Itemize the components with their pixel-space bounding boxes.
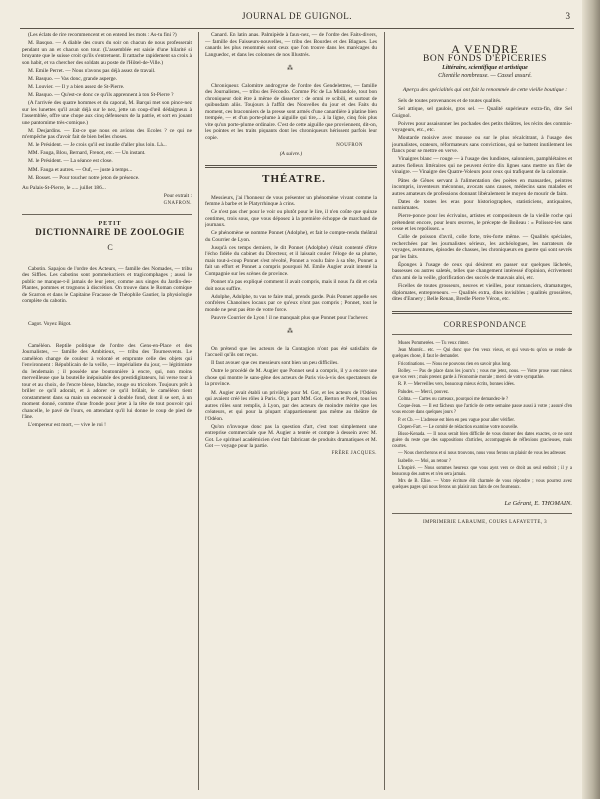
correspondence-item: Colma. — Cartes ou carteaux, pourquoi me demandez-le ? bbox=[398, 396, 509, 402]
section-rule bbox=[392, 334, 572, 335]
correspondence-list bbox=[392, 341, 572, 491]
journal-title: JOURNAL DE GUIGNOL. bbox=[242, 11, 352, 21]
theatre-paragraph: Messieurs, j'ai l'honneur de vous présenter un phénomène vivant comme la femme à barbe et le Platyrrhinque à crins. bbox=[205, 194, 377, 208]
section-rule bbox=[392, 513, 572, 514]
spacer bbox=[22, 329, 192, 343]
dictionary-entry: Canard. En latin anas. Palmipède à faux-nez, — de l'ordre des Faits-divers, — famille des Faisseurs-nouvelles, — tribu des Bourdes et des Blagues. Les canards les plus renommés sont ceux que l'on trouve dans les marécages du Languedoc, et dans les colonnes de nos Illustrés. bbox=[205, 32, 377, 58]
correspondence-item: R. P. — Merveilles vers, beaucoup mieux écrits, bonnes idées. bbox=[398, 382, 515, 388]
column-rule-2 bbox=[384, 32, 385, 790]
dictionary-entry: Cabotin. Sapajou de l'ordre des Acteurs, — famille des Nomades, — tribu des Siffles. Les cabotins sont pommeluctiers et tragicomphages ; aussi le public ne manque-t-il jamais de leur jeter, comme aux singes du Jardin-des-Plantes, pommes et trognons à discrétion. On trouve dans le Roman comique de Scarron et dans le Capitaine Fracasse de Théophile Gautier, la physiologie complète du cabotin. bbox=[22, 265, 192, 305]
column-middle bbox=[205, 32, 377, 790]
correspondence-item: Clopen-Fart. — Le comité de rédaction examine votre nouvelle. bbox=[398, 424, 519, 430]
dialogue-paragraph: M. Bosset. — Pour toucher notre jeton de présence. bbox=[28, 174, 140, 181]
correspondence-item: P. et Cb. — L'adresse est bien en peu vague pour aller vérifier. bbox=[398, 417, 515, 423]
signature-frere-jacques: FRÈRE JACQUES. bbox=[331, 451, 377, 457]
advert-item: Ficelles de toutes grosseurs, neuves et vieilles, pour romanciers, dramaturges, diplomates, entrepreneurs. — Qualités extra, dites invisibles ; qualités grossières, dites d'Ennery ; Belle Renan, Bredle Pierre Véron, etc. bbox=[392, 283, 572, 303]
dialogue-paragraph: M. Desjardins. — Est-ce que nous en avions des Ecoles ? ce qui ne m'empêche pas d'avoir fait de bien belles choses. bbox=[22, 127, 192, 141]
dialogue-paragraph: MM. Fauga et autres. — Ouf, — juste à temps... bbox=[28, 166, 133, 173]
theatre-paragraph: Ce phénomène se nomme Ponnet (Adolphe), et fait le compte-rendu théâtral du Courrier de Lyon. bbox=[205, 230, 377, 243]
advert-item: Poivres pour assaisonner les pochades des petits théâtres, les récits des commis-voyageurs, etc., etc. bbox=[392, 120, 572, 134]
correspondence-item: Muses Pommerées. — Tu veux rimer. bbox=[398, 341, 469, 347]
advert-intro: Aperçu des spécialités qui ont fait la renommée de cette vieille boutique : bbox=[402, 86, 568, 93]
correspondence-item: Bisso-Kenada. — Il nous serait bien difficile de vous donner des dates exactes, ce ne sont guère du reste que des suppositions d'articles, accompagnés de réflexions gracieuses, mais courtes. bbox=[392, 432, 572, 449]
gerant-signature: Le Gérant, E. THOMAIN. bbox=[504, 499, 572, 507]
advert-item: Pierre-ponce pour les écrivains, artistes et compositeurs de la vieille roche qui prétendent encore, pour leurs œuvres, le précepte de Boileau : « Polissez-les sans cesse et les repolissez. » bbox=[392, 213, 572, 233]
dialogue-paragraph: (Les éclats de rire recommencent et on entend les mots : As-tu fini ?) bbox=[28, 32, 177, 38]
asterism-ornament: ⁂ bbox=[287, 329, 295, 336]
advert-item: Sel attique, sel gaulois, gros sel. — Qualité supérieure extra-fin, dite Sel Guignol. bbox=[392, 106, 572, 119]
column-rule-1 bbox=[198, 32, 199, 790]
dialogue-paragraph: M. Emile Perret. — Nous n'avons pas déjà assez de travail. bbox=[28, 67, 156, 74]
correspondence-item: Paludes. — Merci, pouvez. bbox=[398, 389, 450, 395]
signature-gnafron: GNAFRON. bbox=[163, 201, 192, 207]
theatre-paragraph: Jusqu'à ces temps derniers, le dit Ponnet (Adolphe) s'était contenté d'être l'écho fidèle du cabinet du Directeur, et il laissait couler l'éloge de sa plume, mais tout-à-coup Ponnet s'est révolté, Ponnet a voulu faire à sa tête, Ponnet a fait un effort et Ponnet a compris pourquoi M. Emile Augier avait intenté la Compagnie sur les scènes de province. bbox=[205, 244, 377, 277]
advert-item: Dates de toutes les eras pour historiographes, statisticiens, antiquaires, numismates. bbox=[392, 198, 572, 212]
section-rule bbox=[392, 311, 572, 314]
advert-subheading: BON FONDS D'ÉPICERIES bbox=[422, 53, 548, 64]
advert-item: Éponges à l'usage de ceux qui désirent en passer sur quelques lâchetés, bassesses ou autres saletés, telles que changement intéressé d'opinion, écrivement d'un ami de la veille, glorification des succès de mauvais aloi, etc. bbox=[392, 261, 572, 281]
theatre-paragraph: Ponnet n'a pas expliqué comment il avait compris, mais il nous l'a dit et cela doit nous suffire. bbox=[205, 279, 377, 292]
advert-item: Colle de poisson d'avril, colle forte, très-forte même. — Qualités spéciales, recherchées par les journalistes sérieux, les archéologues, les narrateurs de voyages, aventures, épisodes de chasses, les chroniqueurs en guerre qui sont sevrés par les faits. bbox=[392, 234, 572, 260]
theatre-paragraph: Outre le procédé de M. Augier que Ponnet seul a compris, il y a encore une chose qui montre le sans-gêne des acteurs de Paris vis-à-vis des spectateurs de la province. bbox=[205, 368, 377, 388]
section-rule bbox=[205, 165, 377, 168]
correspondence-item: Fricotinations. — Nous ne pouvons rien en savoir plus long. bbox=[398, 361, 512, 367]
to-be-continued: (A suivre.) bbox=[279, 150, 303, 157]
correspondence-heading: CORRESPONDANCE bbox=[443, 319, 527, 329]
theatre-paragraph: Il faut avouer que ces messieurs sont bien un peu difficiles. bbox=[211, 360, 339, 367]
correspondence-item: Isabelle. — Moi, au retour ? bbox=[398, 458, 451, 464]
page-number: 3 bbox=[565, 11, 570, 21]
advert-item: Sels de toutes provenances et de toutes qualités. bbox=[398, 98, 502, 105]
theatre-paragraph: Ce n'est pas cher pour le voir ou plutôt pour le lire, il n'en coûte que quinze centimes, trois sous, que vous déposez à la première échoppe de marchand de journaux. bbox=[205, 209, 377, 229]
dialogue-paragraph: (A l'arrivée des quatre hommes et du caporal, M. Barqui met son pince-nez sur les lunettes qu'il avait déjà sur le nez, jette un coup-d'œil dédaigneux à l'assemblée, offre une chope aux cinq défenseurs de la patrie, et sort en jouant une pantomime très-comique.) bbox=[22, 100, 192, 126]
asterism-ornament: ⁂ bbox=[287, 66, 295, 72]
correspondence-item: L'Inspiré. — Nous sommes heureux que vous ayez vers ce droit au seul endroit ; il y a beaucoup des autres et n'en sera jamais. bbox=[392, 466, 572, 477]
advert-clientele: Clientèle nombreuse. — Cassel assuré. bbox=[438, 73, 532, 80]
section-kicker: PETIT bbox=[98, 220, 122, 227]
dialogue-paragraph: M. le Président. — La séance est close. bbox=[28, 158, 113, 165]
correspondence-item: Mrs de B. Elise. — Votre écriture élit charmée de vous répondre ; vous pourrez avez quelques pages qui nous ferons un plaisir aux faits de ces fourneaux. bbox=[392, 479, 572, 491]
spacer bbox=[22, 307, 192, 321]
theatre-paragraph: Pauvre Courrier de Lyon ! il ne manquait plus que Ponnet pour l'achever. bbox=[211, 314, 369, 321]
dialogue-paragraph: MM. Fauga, Blou, Bernard, Frenot, etc. — Un instant. bbox=[28, 150, 146, 157]
copy-note: Pour extrait : bbox=[163, 193, 192, 200]
advert-tagline: Littéraire, scientifique et artistique bbox=[442, 65, 528, 71]
correspondence-item: Coque-Jean. — Il est fâcheux que l'article de cette semaine passe aussi à votre ; assuré d'en vous encore dans quelques jours ? bbox=[392, 404, 572, 416]
dictionary-entry: L'empereur est mort, — vive le roi ! bbox=[28, 422, 106, 429]
theatre-paragraph: Adolphe, Adolphe, tu vas te faire mal, prends garde. Puis Ponnet appelle ses confrères Chanoines locaux par ce qu'eux n'ont pas compris ; Ponnet, tout le monde ne peut pas être de votre force. bbox=[205, 293, 377, 313]
dictionary-entry: Chroniqueur. Calomitre androgyne de l'ordre des Gendelettres, — famille des Journalistes, — tribu des Fécondo. Comme Pic de La Mirandole, tout bon chroniqueur doit être à même de disserter : de omni re scibili, et surtout de quibusdam aliis. Toujours à l'affût des Nouvelles du jour et des Faits du moment, ces braconniers de la presse sont armés d'une canardière à platine bien trempée, — et d'un porte-plume à aiguille qui tire,... à la ligne, cinq fois plus vite qu'un porte-plume ordinaire. C'est de cette aiguille que proviennent, dit-on, les pointes et les traits piquants dont les chroniqueurs hérissent parfois leur copie. bbox=[205, 82, 377, 141]
correspondence-item: Bolley. — Pas de place dans les journ'x ; vous me jetez, nous. — Votre prose vaut mieux que vos vers ; mais prenez garde à l'économie morale ; merci de votre sympathie. bbox=[392, 369, 572, 380]
dictionary-letter: C bbox=[107, 243, 113, 253]
advert-item: Vinaigres blanc — rouge — à l'usage des lundistes, salonniers, pamphlétaires et autres fielleux littéraires qui ne peuvent écrire dix lignes sans mettre un filet de vinaigre. — Vinaigre des Quatre-Voleurs pour ceux qui trafiquent de la calomnie. bbox=[392, 156, 572, 176]
dictionary-title: DICTIONNAIRE DE ZOOLOGIE bbox=[35, 226, 185, 237]
theatre-paragraph: Qu'on n'invoque donc pas la question d'art, c'est tout simplement une entreprise commerciale que M. Augier a tentée et compte à dessein avec M. Got. Le spirituel académicien s'est fait fabricant de produits dramatiques et M. Got — voyage pour la partie. bbox=[205, 423, 377, 450]
dialogue-paragraph: M. Basquo. — A diable des cours du soir on chacun de nous professerait pendant un an et chacun son tour. (L'assemblée est saisie d'une hilarité si bruyante que le suisse croit qu'ils s'entretuent. Il rattache rapidement sa croix à son habit, et va chercher des soldats au poste de l'Hôtel-de-Ville.) bbox=[22, 40, 192, 66]
theatre-paragraph: On prétend que les acteurs de la Contagion n'ont pas été satisfaits de l'accueil qu'ils ont reçus. bbox=[205, 345, 377, 359]
page-header bbox=[20, 4, 574, 29]
dialogue-paragraph: M. Basquo. — Vas donc, grande asperge. bbox=[28, 75, 118, 82]
advert-item: Moutarde moisive avec mousse ou sur le plus récalcitrant, à l'usage des journalistes, orateurs, réformateurs sans convictions, qui se battent inutilement les flancs pour se mettre en verve. bbox=[392, 135, 572, 155]
theatre-heading: THÉATRE. bbox=[262, 173, 326, 186]
dateline: Au Palais-St-Pierre, le ..... juillet 186... bbox=[22, 185, 106, 192]
correspondence-item: — Nous chercherons et si nous trouvons, nous vous ferons un plaisir de vous les adresser. bbox=[398, 451, 567, 457]
theatre-paragraph: M. Augier avait établi un privilège pour M. Got, et les acteurs de l'Odéon qui avaient créé les rôles à Paris. Or, à part MM. Got, Berton et Porel, tous les autres rôles sont remplis, à Lyon, par des acteurs de moindre mérite que les créateurs, et qui pour la plupart n'appartiennent pas même au théâtre de l'Odéon. bbox=[205, 389, 377, 422]
advert-heading: A VENDRE bbox=[451, 42, 519, 56]
column-right bbox=[392, 32, 572, 790]
advert-item: Pâtes de Gênes servant à l'alimentation des poètes en mansardes, peintres incompris, inventeurs méconnus, avocats sans causes, médecins sans malades et autres amateurs de professions donnant libéralement le moyen de mourir de faim. bbox=[392, 177, 572, 197]
dictionary-entry: Caméléon. Reptile politique de l'ordre des Gens-en-Place et des Journalistes, — famille des Ambitieux, — tribu des Tournesvents. Le caméléon change de couleur à volonté et emprunte celle des objets qui l'environnent : Républicain de la veille, — impérialiste du jour, — légitimiste du lendemain ; il possède une boutonnière à encre, qui, non moins merveilleuse que la bouteille inépuisable des prestidigitateurs, lui verse tour à tour et au choix, de l'encre bleue, blanche, rouge ou tricolore. Toujours prêt à briller ce qu'il adorait, et à adorer ce qu'il brûlait, le caméléon tient constamment dans sa main un encensoir à double fond, dont il se sert, à un moment donné, comme d'une fronde pour jeter à la tête de tout pouvoir qui chancelle, le pavé de l'ours, en attendant qu'il lui donne le coup de pied de l'âne. bbox=[22, 342, 192, 421]
dialogue-paragraph: M. Basquo. — Qu'est-ce donc ce qu'ils apprennent à ton St-Pierre ? bbox=[28, 91, 174, 98]
section-rule bbox=[22, 214, 192, 215]
page-gutter-shadow bbox=[582, 0, 600, 799]
printer-imprint: IMPRIMERIE LABAUME, COURS LAFAYETTE, 3 bbox=[422, 520, 548, 526]
dialogue-paragraph: M. le Président. — Je crois qu'il est inutile d'aller plus loin. Là... bbox=[28, 142, 167, 149]
correspondence-item: Jean Montér... etc. — Qui donc que t'en veux vieux, et qui veux-tu qu'on se rende de quelques chose, il faut le demander. bbox=[392, 348, 572, 360]
column-left bbox=[22, 32, 192, 790]
signature-noufron: NOUFRON bbox=[336, 142, 363, 148]
dictionary-entry: Cagot. Voyez Bigot. bbox=[28, 320, 72, 327]
dialogue-paragraph: M. Louvier. — Il y a bien assez de St-Pierre. bbox=[28, 83, 125, 90]
